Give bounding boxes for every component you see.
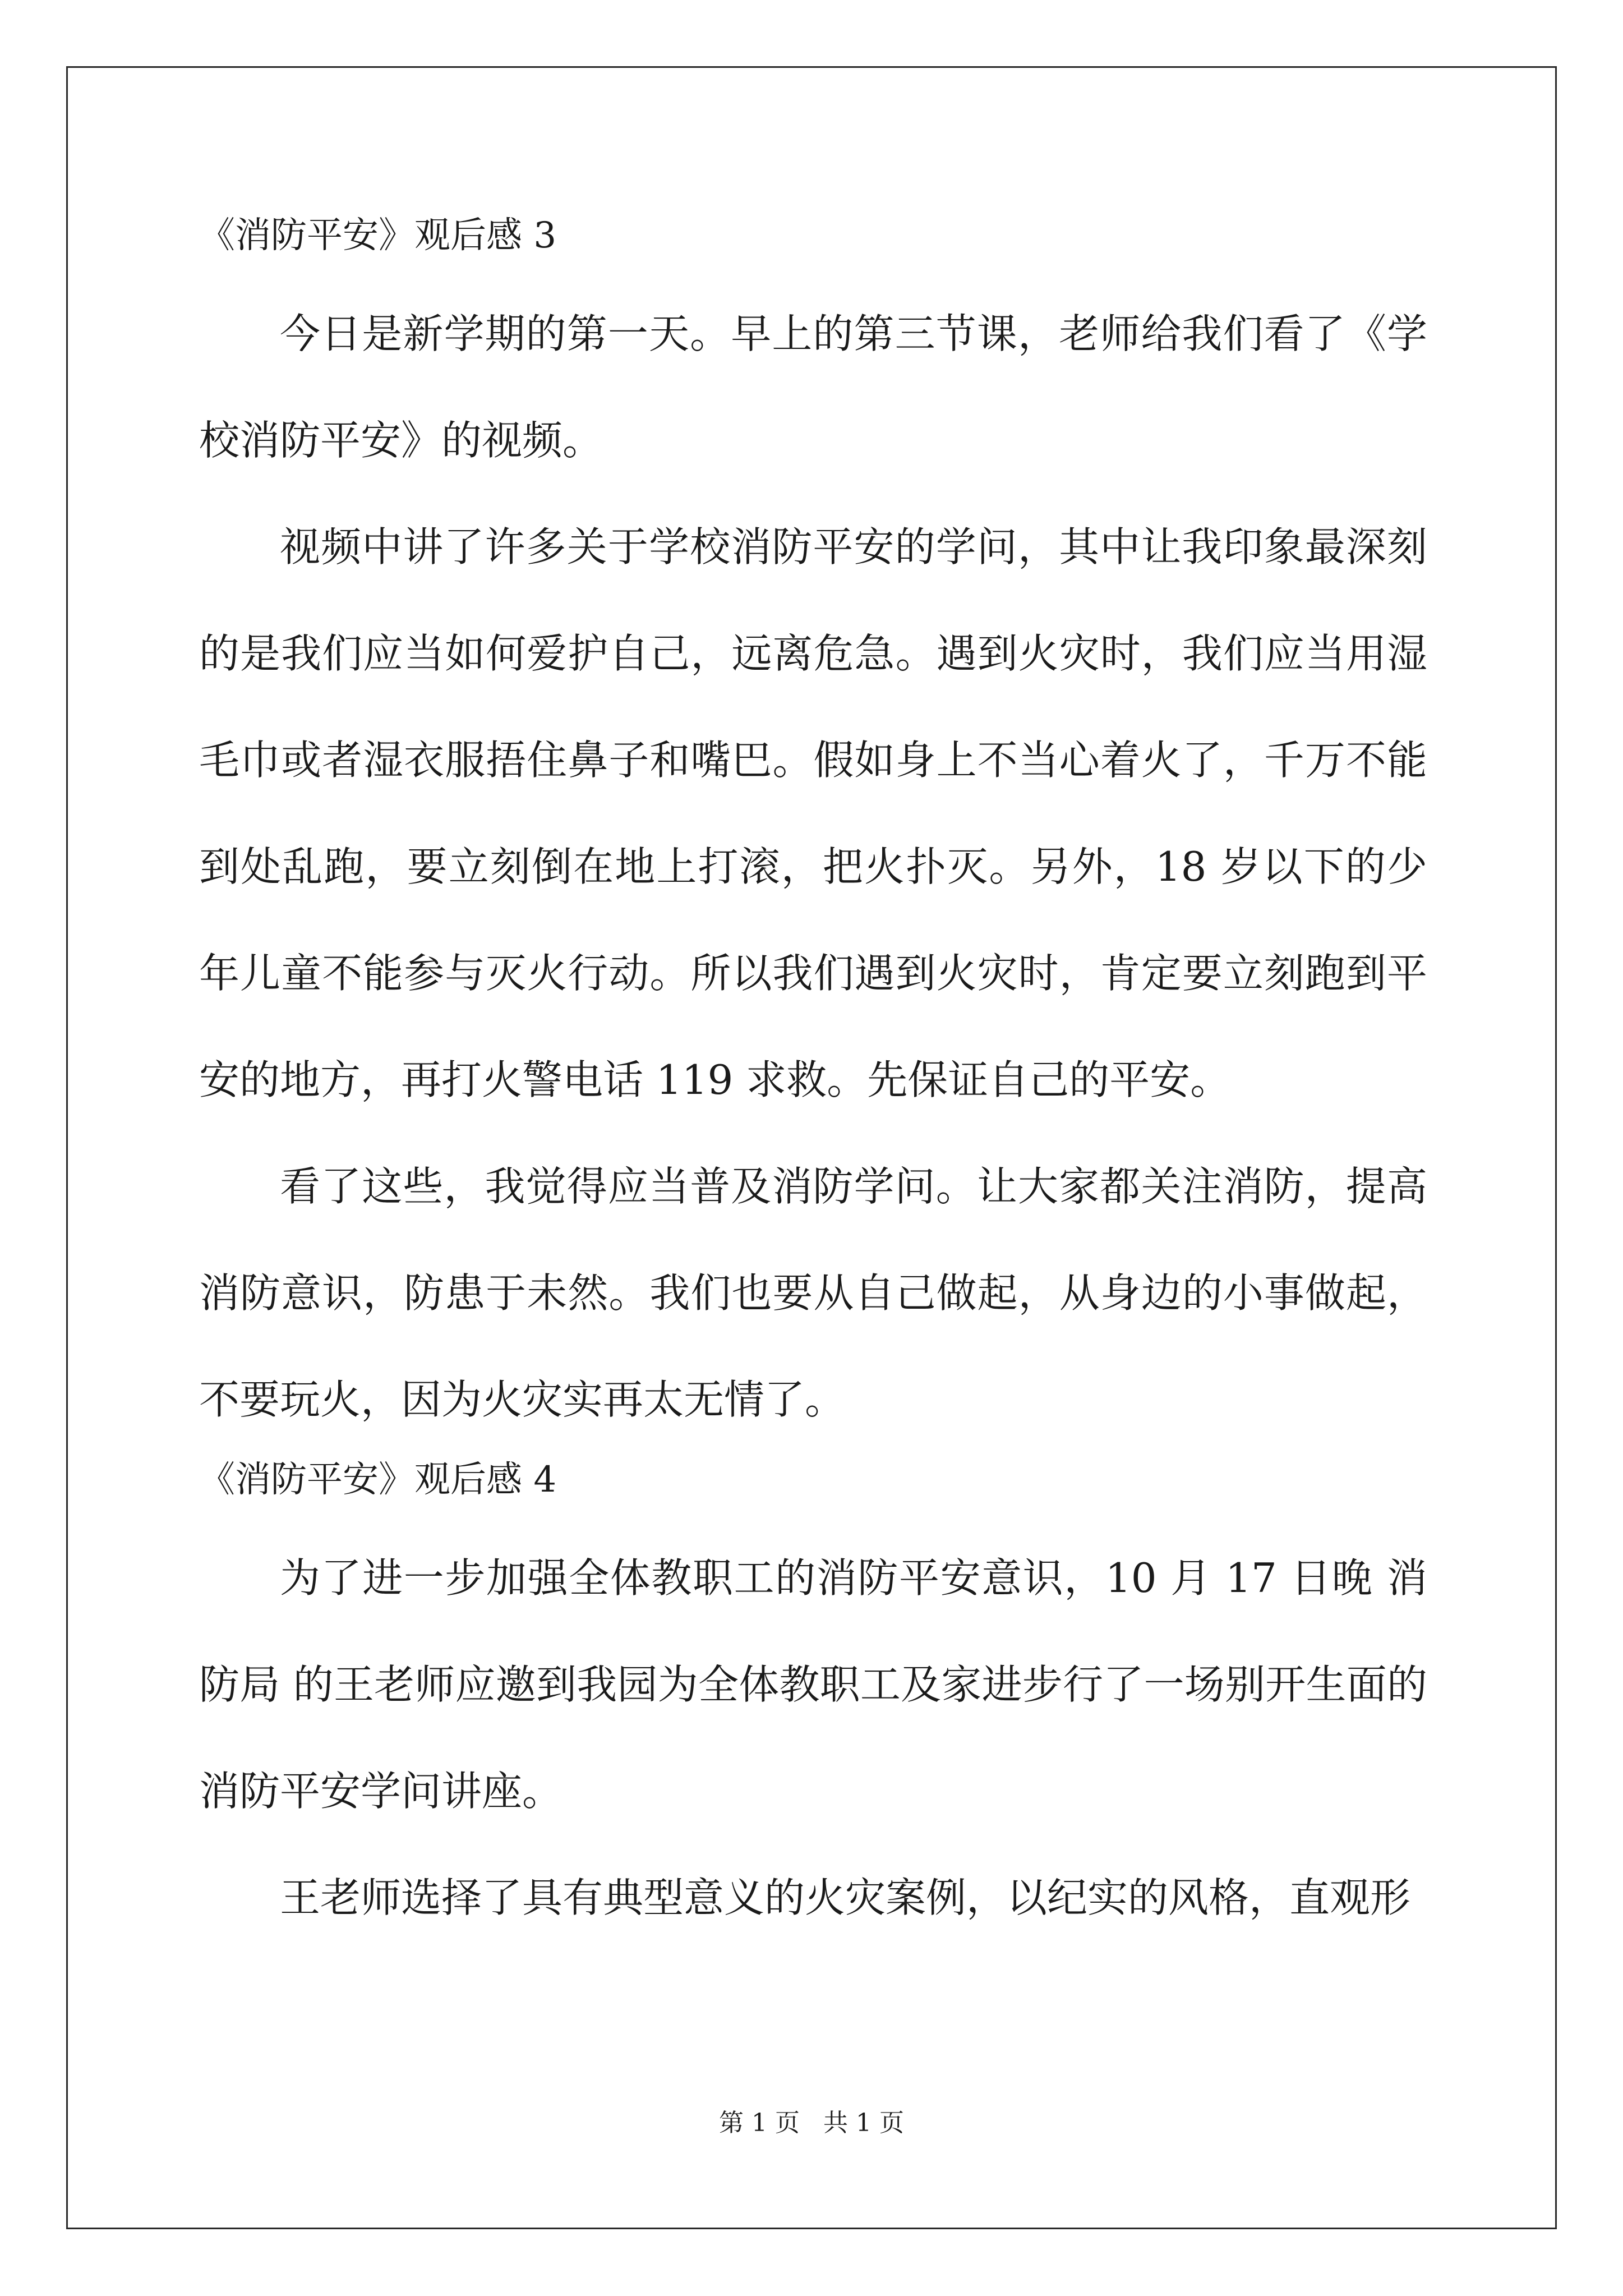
essay-section-4 [199, 1453, 1427, 1951]
section-title: 《消防平安》观后感 4 [199, 1459, 557, 1501]
paragraph: 为了进一步加强全体教职工的消防平安意识，10 月 17 日晚 消防局 的王老师应邀到我园为全体教职工及家进步行了一场别开生面的消防平安学问讲座。 [199, 1554, 1427, 1815]
paragraph: 王老师选择了具有典型意义的火灾案例，以纪实的风格，直观形 [280, 1874, 1411, 1921]
essay-section-3 [199, 209, 1427, 1453]
page-number-footer: 第 1 页 共 1 页 [719, 2109, 904, 2137]
document-body [199, 209, 1427, 1951]
paragraph: 视频中讲了许多关于学校消防平安的学问，其中让我印象最深刻的是我们应当如何爱护自己，远离危急。遇到火灾时，我们应当用湿毛巾或者湿衣服捂住鼻子和嘴巴。假如身上不当心着火了，千万不能到处乱跑，要立刻倒在地上打滚，把火扑灭。另外，18 岁以下的少年儿童不能参与灭火行动。所以我们遇到火灾时，肯定要立刻跑到平安的地方，再打火警电话 119 求救。先保证自己的平安。 [199, 523, 1427, 1103]
paragraph: 今日是新学期的第一天。早上的第三节课，老师给我们看了《学校消防平安》的视频。 [199, 310, 1427, 464]
paragraph: 看了这些，我觉得应当普及消防学问。让大家都关注消防，提高消防意识，防患于未然。我们也要从自己做起，从身边的小事做起，不要玩火，因为火灾实再太无情了。 [199, 1163, 1427, 1423]
section-title: 《消防平安》观后感 3 [199, 215, 557, 256]
